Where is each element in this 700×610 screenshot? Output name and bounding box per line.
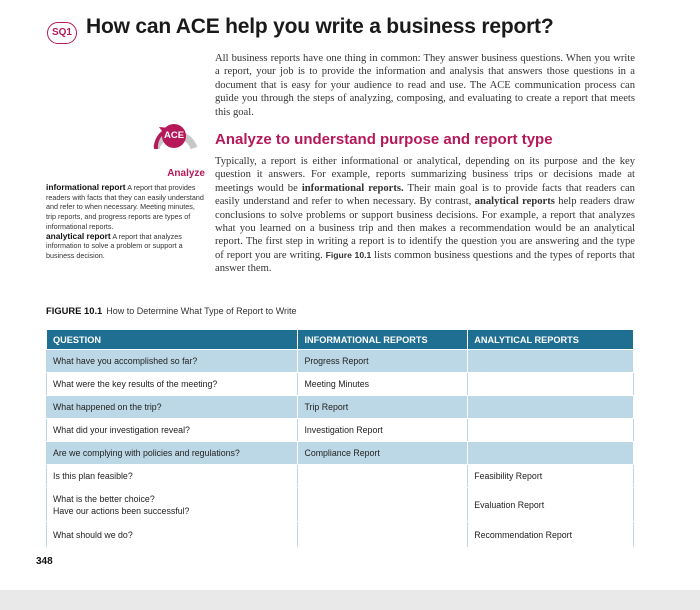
analytical-cell: Recommendation Report <box>468 522 634 548</box>
figure-label: FIGURE 10.1 <box>46 305 103 316</box>
page-number: 348 <box>36 556 53 567</box>
intro-paragraph: All business reports have one thing in common: They answer business questions. When you write a report, your job is to provide the information and analysis that answers those questions in a document that is easy for your audience to read and use. The ACE communication process can guide you through the steps of analyzing, composing, and evaluating to create a report that meets this goal. <box>215 53 635 118</box>
page-edge-shadow <box>0 590 700 610</box>
paragraph-text: lists common business questions and the types of reports that answer them. <box>215 249 635 275</box>
study-question-badge: SQ1 <box>47 22 77 44</box>
table-row <box>47 373 634 396</box>
analytical-cell <box>468 419 634 442</box>
column-header: QUESTION <box>47 330 298 350</box>
glossary-definition: A report that provides readers with facts that they can easily understand and refer to when necessary. Meeting minutes, trip reports, and progress reports are types of informational reports. <box>46 183 204 231</box>
report-types-paragraph <box>215 155 635 276</box>
question-cell: What have you accomplished so far? <box>47 350 298 373</box>
informational-cell: Trip Report <box>298 396 468 419</box>
paragraph-text: Their main goal is to provide facts that readers can easily understand and refer to when necessary. By contrast, <box>215 182 635 208</box>
analytical-cell <box>468 442 634 465</box>
glossary-entry <box>46 232 204 261</box>
analytical-cell <box>468 350 634 373</box>
paragraph-text: Typically, a report is either informational or analytical, depending on its purpose and the key question it answers. For example, reports summarizing business trips or decisions made at meetings would be <box>215 156 635 194</box>
term-analytical-report: analytical reports <box>474 196 555 208</box>
informational-cell <box>298 522 468 548</box>
table-row <box>47 522 634 548</box>
column-header: ANALYTICAL REPORTS <box>468 330 634 350</box>
question-cell <box>47 488 298 522</box>
informational-cell: Progress Report <box>298 350 468 373</box>
analytical-cell <box>468 373 634 396</box>
question-cell: What happened on the trip? <box>47 396 298 419</box>
ace-logo: ACE <box>163 130 185 141</box>
analyze-step-label: Analyze <box>167 168 205 179</box>
section-title: How can ACE help you write a business report? <box>86 15 554 38</box>
table-header-row <box>47 330 634 350</box>
question-cell: What were the key results of the meeting? <box>47 373 298 396</box>
paragraph-text: help readers draw conclusions to solve problems or support business decisions. For example, a report that analyzes what you learned on a business trip and then makes a recommendation would be an analytical report. The first step in writing a report is to identify the question you are answering and the type of report you are writing. <box>215 196 635 261</box>
question-cell: Is this plan feasible? <box>47 465 298 488</box>
glossary-term: informational report <box>46 182 126 192</box>
analytical-cell: Evaluation Report <box>468 488 634 522</box>
table-row <box>47 488 634 522</box>
table-row <box>47 350 634 373</box>
subsection-heading: Analyze to understand purpose and report type <box>215 131 553 148</box>
informational-cell: Investigation Report <box>298 419 468 442</box>
question-cell: What did your investigation reveal? <box>47 419 298 442</box>
figure-reference: Figure 10.1 <box>325 249 372 260</box>
informational-cell <box>298 465 468 488</box>
column-header: INFORMATIONAL REPORTS <box>298 330 468 350</box>
table-row <box>47 465 634 488</box>
glossary-term: analytical report <box>46 230 111 241</box>
glossary-entry <box>46 183 204 232</box>
analytical-cell: Feasibility Report <box>468 465 634 488</box>
report-type-table <box>46 329 634 548</box>
question-cell: Are we complying with policies and regulations? <box>47 442 298 465</box>
table-row <box>47 396 634 419</box>
question-cell: What should we do? <box>47 522 298 548</box>
analytical-cell <box>468 396 634 419</box>
margin-glossary <box>46 183 204 261</box>
figure-caption <box>46 305 297 316</box>
table-row <box>47 442 634 465</box>
informational-cell <box>298 488 468 522</box>
term-informational-report: informational reports. <box>301 182 404 194</box>
question-line: What is the better choice? <box>53 493 155 504</box>
table-row <box>47 419 634 442</box>
figure-caption-text: How to Determine What Type of Report to Write <box>106 306 297 316</box>
informational-cell: Meeting Minutes <box>298 373 468 396</box>
informational-cell: Compliance Report <box>298 442 468 465</box>
glossary-definition: A report that analyzes information to solve a problem or support a business decision. <box>46 231 183 260</box>
question-line: Have our actions been successful? <box>53 505 190 516</box>
